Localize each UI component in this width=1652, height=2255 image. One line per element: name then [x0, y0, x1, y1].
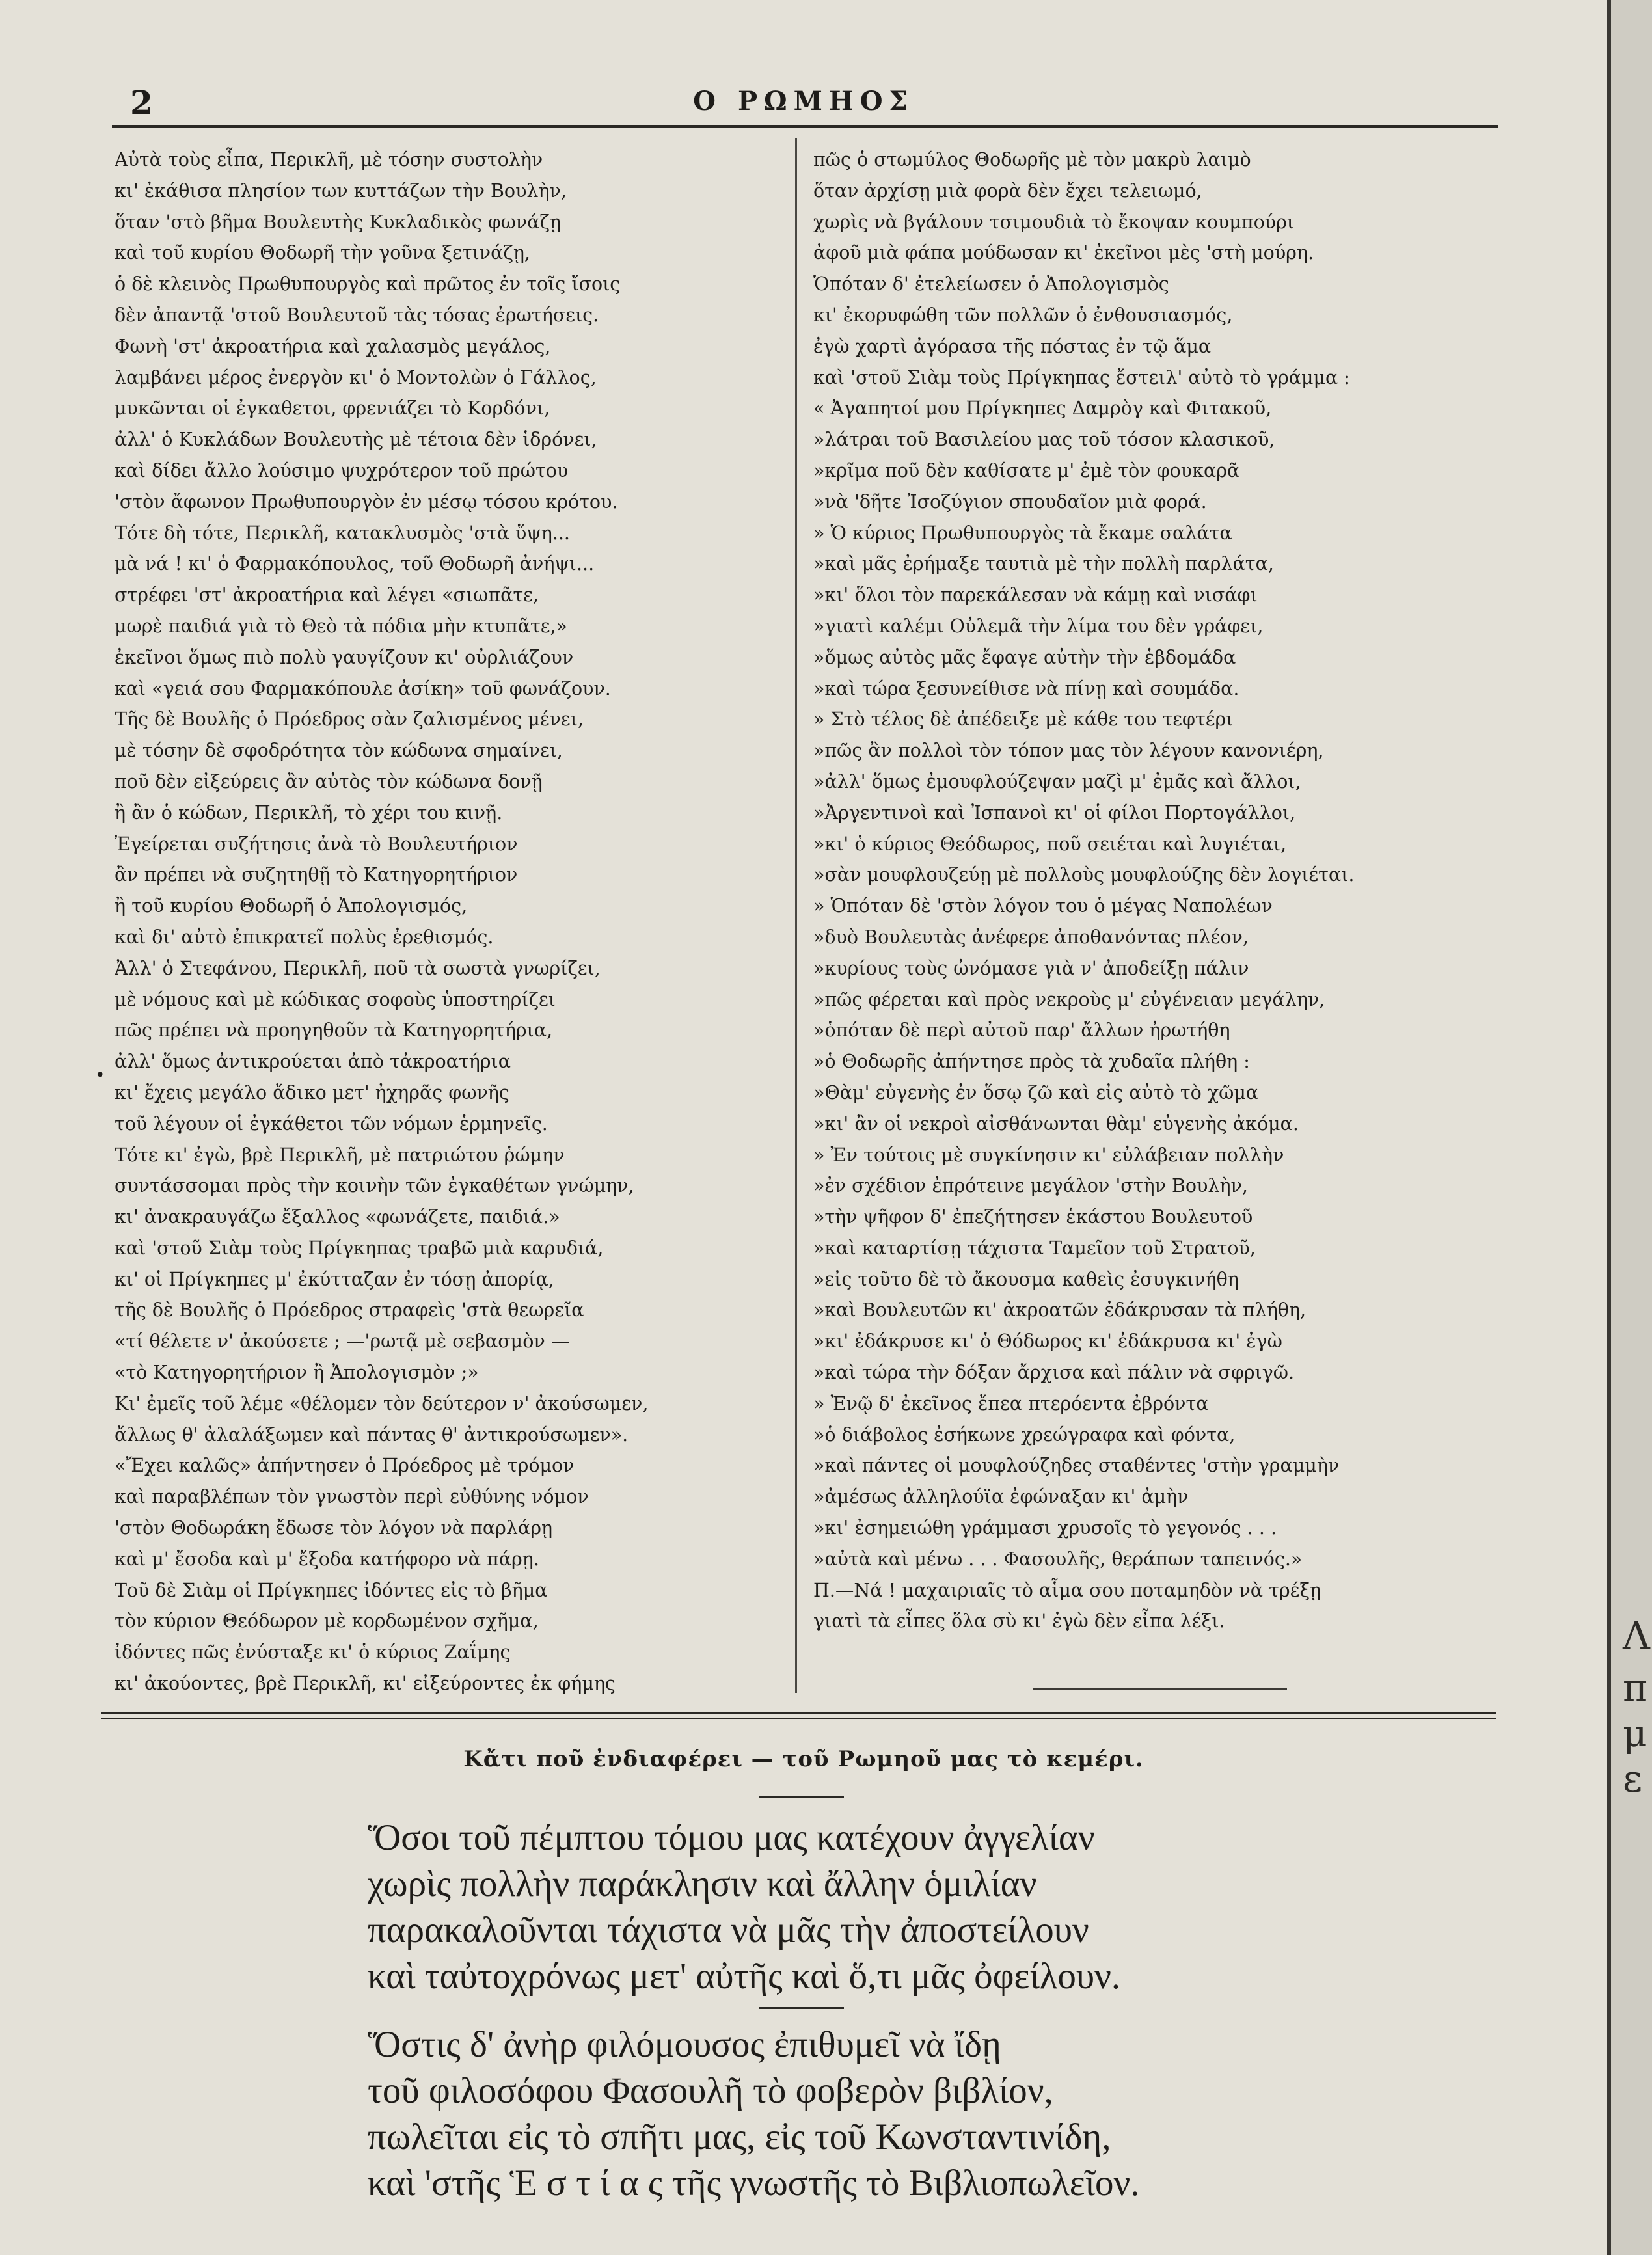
poem-line: »ἀλλ' ὅμως ἐμουφλούζεψαν μαζὶ μ' ἐμᾶς καὶ ἄλλοι,	[813, 770, 1301, 792]
poem-line: »Θὰμ' εὐγενὴς ἐν ὅσῳ ζῶ καὶ εἰς αὐτὸ τὸ χῶμα	[813, 1081, 1259, 1103]
poem-line: ἢ ἂν ὁ κώδων, Περικλῆ, τὸ χέρι του κινῇ.	[115, 802, 503, 824]
announcement-line: χωρὶς πολλὴν παράκλησιν καὶ ἄλλην ὁμιλίαν	[368, 1863, 1037, 1904]
poem-line: »ὁ διάβολος ἐσήκωνε χρεώγραφα καὶ φόντα,	[813, 1424, 1236, 1446]
announcement-rule	[759, 2007, 844, 2009]
poem-line: Ἀλλ' ὁ Στεφάνου, Περικλῆ, ποῦ τὰ σωστὰ γνωρίζει,	[115, 957, 601, 979]
poem-line: »ἐν σχέδιον ἐπρότεινε μεγάλον 'στὴν Βουλὴν,	[813, 1175, 1248, 1197]
poem-line: ἰδόντες πῶς ἐνύσταξε κι' ὁ κύριος Ζαΐμης	[115, 1641, 511, 1664]
announcement-line: Ὅστις δ' ἀνὴρ φιλόμουσος ἐπιθυμεῖ νὰ ἴδῃ	[368, 2024, 1001, 2065]
announcement-line: τοῦ φιλοσόφου Φασουλῆ τὸ φοβερὸν βιβλίον,	[368, 2070, 1053, 2111]
poem-line: »σὰν μουφλουζεύῃ μὲ πολλοὺς μουφλούζης δὲν λογιέται.	[813, 864, 1355, 886]
announcement-rule	[759, 1796, 844, 1798]
poem-line: χωρὶς νὰ βγάλουν τσιμουδιὰ τὸ ἔκοψαν κουμπούρι	[813, 211, 1295, 233]
poem-line: « Ἀγαπητοί μου Πρίγκηπες Δαμρὸγ καὶ Φιτακοῦ,	[813, 398, 1272, 420]
poem-line: Τότε δὴ τότε, Περικλῆ, κατακλυσμὸς 'στὰ ὕψη...	[115, 522, 570, 544]
announcement-line: καὶ 'στῆς Ἑ σ τ ί α ς τῆς γνωστῆς τὸ Βιβλιοπωλεῖον.	[368, 2163, 1140, 2204]
poem-line: »γιατὶ καλέμι Οὐλεμᾶ τὴν λίμα του δὲν γράφει,	[813, 615, 1264, 637]
poem-line: »ὁ Θοδωρῆς ἀπήντησε πρὸς τὰ χυδαῖα πλήθη :	[813, 1051, 1250, 1073]
poem-line: »κι' ἐσημειώθη γράμμασι χρυσοῖς τὸ γεγονός . . .	[813, 1517, 1277, 1539]
poem-line: Κι' ἐμεῖς τοῦ λέμε «θέλομεν τὸν δεύτερον ν' ἀκούσωμεν,	[115, 1392, 649, 1414]
poem-line: ὅταν 'στὸ βῆμα Βουλευτὴς Κυκλαδικὸς φωνάζῃ	[115, 211, 562, 233]
poem-line: κι' ἀνακραυγάζω ἔξαλλος «φωνάζετε, παιδιά.»	[115, 1206, 560, 1228]
header-rule	[112, 125, 1498, 128]
adjacent-page-edge	[1607, 0, 1652, 2255]
edge-letter: π	[1623, 1666, 1648, 1710]
poem-line: Ὁπόταν δ' ἐτελείωσεν ὁ Ἀπολογισμὸς	[813, 273, 1169, 295]
poem-line: «τὸ Κατηγορητήριον ἢ Ἀπολογισμὸν ;»	[115, 1362, 479, 1384]
poem-line: δὲν ἀπαντᾷ 'στοῦ Βουλευτοῦ τὰς τόσας ἐρωτήσεις.	[115, 304, 599, 326]
margin-mark: •	[95, 1066, 105, 1085]
poem-line: »πῶς ἂν πολλοὶ τὸν τόπον μας τὸν λέγουν κανονιέρη,	[813, 740, 1324, 762]
poem-line: μὲ τόσην δὲ σφοδρότητα τὸν κώδωνα σημαίνει,	[115, 740, 563, 762]
page-number: 2	[130, 83, 153, 122]
poem-line: Αὐτὰ τοὺς εἶπα, Περικλῆ, μὲ τόσην συστολὴν	[115, 149, 543, 170]
poem-line: γιατὶ τὰ εἶπες ὅλα σὺ κι' ἐγὼ δὲν εἶπα λέξι.	[813, 1610, 1225, 1632]
poem-line: ὅταν ἀρχίσῃ μιὰ φορὰ δὲν ἔχει τελειωμό,	[813, 180, 1202, 202]
poem-line: ἄλλως θ' ἀλαλάξωμεν καὶ πάντας θ' ἀντικρούσωμεν».	[115, 1424, 629, 1446]
poem-line: ἂν πρέπει νὰ συζητηθῇ τὸ Κατηγορητήριον	[115, 864, 518, 886]
edge-letter: μ	[1623, 1711, 1647, 1755]
edge-letter: ε	[1623, 1757, 1643, 1801]
poem-line: κι' ἐκορυφώθη τῶν πολλῶν ὁ ἐνθουσιασμός,	[813, 304, 1233, 326]
poem-line: καὶ 'στοῦ Σιὰμ τοὺς Πρίγκηπας ἔστειλ' αὐτὸ τὸ γράμμα :	[813, 366, 1350, 388]
poem-line: ἀλλ' ὁ Κυκλάδων Βουλευτὴς μὲ τέτοια δὲν ἱδρόνει,	[115, 429, 597, 451]
poem-line: κι' οἱ Πρίγκηπες μ' ἐκύτταζαν ἐν τόσῃ ἀπορίᾳ,	[115, 1268, 554, 1290]
poem-line: «Ἔχει καλῶς» ἀπήντησεν ὁ Πρόεδρος μὲ τρόμον	[115, 1455, 575, 1477]
poem-line: 'στὸν Θοδωράκη ἔδωσε τὸν λόγον νὰ παρλάρῃ	[115, 1517, 553, 1539]
section-rule	[101, 1712, 1496, 1714]
poem-line: Ἐγείρεται συζήτησις ἀνὰ τὸ Βουλευτήριον	[115, 833, 518, 855]
poem-line: καὶ δίδει ἄλλο λούσιμο ψυχρότερον τοῦ πρώτου	[115, 459, 569, 481]
poem-line: Τῆς δὲ Βουλῆς ὁ Πρόεδρος σὰν ζαλισμένος μένει,	[115, 709, 584, 731]
poem-line: καὶ 'στοῦ Σιὰμ τοὺς Πρίγκηπας τραβῶ μιὰ καρυδιά,	[115, 1237, 604, 1259]
poem-line: μὲ νόμους καὶ μὲ κώδικας σοφοὺς ὑποστηρίζει	[115, 988, 556, 1010]
poem-line: »καὶ τώρα ξεσυνείθισε νὰ πίνῃ καὶ σουμάδα.	[813, 677, 1239, 699]
end-rule	[1033, 1688, 1287, 1690]
poem-line: »ὅμως αὐτὸς μᾶς ἔφαγε αὐτὴν τὴν ἑβδομάδα	[813, 646, 1236, 668]
left-column	[115, 144, 772, 1699]
right-column	[813, 144, 1470, 1637]
poem-line: ποῦ δὲν εἰξεύρεις ἂν αὐτὸς τὸν κώδωνα δονῇ	[115, 770, 543, 792]
poem-line: τὸν κύριον Θεόδωρον μὲ κορδωμένον σχῆμα,	[115, 1610, 539, 1632]
poem-line: »καὶ τώρα τὴν δόξαν ἄρχισα καὶ πάλιν νὰ σφριγῶ.	[813, 1362, 1295, 1384]
poem-line: »ἀμέσως ἀλληλούϊα ἐφώναξαν κι' ἀμὴν	[813, 1486, 1189, 1508]
announcement-line: Ὅσοι τοῦ πέμπτου τόμου μας κατέχουν ἀγγελίαν	[368, 1817, 1095, 1858]
column-divider	[795, 138, 797, 1693]
poem-line: »δυὸ Βουλευτὰς ἀνέφερε ἀποθανόντας πλέον,	[813, 926, 1249, 948]
poem-line: καὶ δι' αὐτὸ ἐπικρατεῖ πολὺς ἐρεθισμός.	[115, 926, 494, 948]
announcement-line: καὶ ταὐτοχρόνως μετ' αὐτῆς καὶ ὅ,τι μᾶς ὀφείλουν.	[368, 1956, 1121, 1997]
poem-line: ἢ τοῦ κυρίου Θοδωρῆ ὁ Ἀπολογισμός,	[115, 895, 468, 917]
poem-line: κι' ἀκούοντες, βρὲ Περικλῆ, κι' εἰξεύροντες ἐκ φήμης	[115, 1673, 616, 1695]
poem-line: »λάτραι τοῦ Βασιλείου μας τοῦ τόσον κλασικοῦ,	[813, 429, 1275, 451]
poem-line: ἀλλ' ὅμως ἀντικρούεται ἀπὸ τἀκροατήρια	[115, 1051, 511, 1073]
poem-line: »καὶ πάντες οἱ μουφλούζηδες σταθέντες 'στὴν γραμμὴν	[813, 1455, 1340, 1477]
poem-line: ἐγὼ χαρτὶ ἀγόρασα τῆς πόστας ἐν τῷ ἅμα	[813, 335, 1212, 357]
poem-line: »τὴν ψῆφον δ' ἐπεζήτησεν ἑκάστου Βουλευτοῦ	[813, 1206, 1253, 1228]
poem-line: »καὶ καταρτίσῃ τάχιστα Ταμεῖον τοῦ Στρατοῦ,	[813, 1237, 1256, 1259]
announcement-heading: Κἄτι ποῦ ἐνδιαφέρει — τοῦ Ρωμηοῦ μας τὸ κεμέρι.	[463, 1746, 1144, 1772]
poem-line: »ὁπόταν δὲ περὶ αὐτοῦ παρ' ἄλλων ἠρωτήθη	[813, 1019, 1230, 1042]
poem-line: »κι' ὁ κύριος Θεόδωρος, ποῦ σειέται καὶ λυγιέται,	[813, 833, 1287, 855]
announcement-line: παρακαλοῦνται τάχιστα νὰ μᾶς τὴν ἀποστείλουν	[368, 1910, 1089, 1951]
poem-line: ἐκεῖνοι ὅμως πιὸ πολὺ γαυγίζουν κι' οὐρλιάζουν	[115, 646, 574, 668]
poem-line: Π.—Νά ! μαχαιριαῖς τὸ αἷμα σου ποταμηδὸν νὰ τρέξῃ	[813, 1579, 1321, 1601]
poem-line: ὁ δὲ κλεινὸς Πρωθυπουργὸς καὶ πρῶτος ἐν τοῖς ἴσοις	[115, 273, 621, 295]
poem-line: »κρῖμα ποῦ δὲν καθίσατε μ' ἐμὲ τὸν φουκαρᾶ	[813, 459, 1240, 481]
poem-line: τῆς δὲ Βουλῆς ὁ Πρόεδρος στραφεὶς 'στὰ θεωρεῖα	[115, 1299, 584, 1321]
poem-line: »αὐτὰ καὶ μένω . . . Φασουλῆς, θεράπων ταπεινός.»	[813, 1548, 1303, 1570]
poem-line: Φωνὴ 'στ' ἀκροατήρια καὶ χαλασμὸς μεγάλος,	[115, 335, 551, 357]
poem-line: κι' ἐκάθισα πλησίον των κυττάζων τὴν Βουλὴν,	[115, 180, 567, 202]
poem-line: » Ὁπόταν δὲ 'στὸν λόγον του ὁ μέγας Ναπολέων	[813, 895, 1273, 917]
poem-line: μυκῶνται οἱ ἐγκαθετοι, φρενιάζει τὸ Κορδόνι,	[115, 398, 550, 420]
poem-line: » Ὁ κύριος Πρωθυπουργὸς τὰ ἔκαμε σαλάτα	[813, 522, 1232, 544]
poem-line: τοῦ λέγουν οἱ ἐγκάθετοι τῶν νόμων ἑρμηνεῖς.	[115, 1113, 548, 1135]
poem-line: ἀφοῦ μιὰ φάπα μούδωσαν κι' ἐκεῖνοι μὲς 'στὴ μούρη.	[813, 242, 1314, 264]
poem-line: »κι' ἐδάκρυσε κι' ὁ Θόδωρος κι' ἐδάκρυσα κι' ἐγὼ	[813, 1330, 1282, 1353]
section-rule	[101, 1718, 1496, 1719]
poem-line: πῶς πρέπει νὰ προηγηθοῦν τὰ Κατηγορητήρια,	[115, 1019, 553, 1042]
poem-line: »Ἀργεντινοὶ καὶ Ἰσπανοὶ κι' οἱ φίλοι Πορτογάλλοι,	[813, 802, 1296, 824]
poem-line: Τότε κι' ἐγὼ, βρὲ Περικλῆ, μὲ πατριώτου ῥώμην	[115, 1144, 565, 1166]
poem-line: κι' ἔχεις μεγάλο ἄδικο μετ' ἠχηρᾶς φωνῆς	[115, 1081, 509, 1103]
poem-line: Τοῦ δὲ Σιὰμ οἱ Πρίγκηπες ἰδόντες εἰς τὸ βῆμα	[115, 1579, 548, 1601]
poem-line: «τί θέλετε ν' ἀκούσετε ; —'ρωτᾷ μὲ σεβασμὸν —	[115, 1330, 570, 1353]
poem-line: » Στὸ τέλος δὲ ἀπέδειξε μὲ κάθε του τεφτέρι	[813, 709, 1234, 731]
running-head-title: Ο ΡΩΜΗΟΣ	[693, 86, 914, 116]
poem-line: »εἰς τοῦτο δὲ τὸ ἄκουσμα καθεὶς ἐσυγκινήθη	[813, 1268, 1239, 1290]
poem-line: 'στὸν ἄφωνον Πρωθυπουργὸν ἐν μέσῳ τόσου κρότου.	[115, 491, 618, 513]
poem-line: »νὰ 'δῆτε Ἰσοζύγιον σπουδαῖον μιὰ φορά.	[813, 491, 1207, 513]
poem-line: »πῶς φέρεται καὶ πρὸς νεκροὺς μ' εὐγένειαν μεγάλην,	[813, 988, 1325, 1010]
poem-line: στρέφει 'στ' ἀκροατήρια καὶ λέγει «σιωπᾶτε,	[115, 584, 539, 606]
poem-line: λαμβάνει μέρος ἐνεργὸν κι' ὁ Μοντολὼν ὁ Γάλλος,	[115, 366, 597, 388]
poem-line: μωρὲ παιδιά γιὰ τὸ Θεὸ τὰ πόδια μὴν κτυπᾶτε,»	[115, 615, 567, 637]
announcement-line: πωλεῖται εἰς τὸ σπῆτι μας, εἰς τοῦ Κωνσταντινίδη,	[368, 2116, 1111, 2157]
poem-line: καὶ τοῦ κυρίου Θοδωρῆ τὴν γοῦνα ξετινάζῃ,	[115, 242, 530, 264]
poem-line: καὶ «γειά σου Φαρμακόπουλε ἀσίκη» τοῦ φωνάζουν.	[115, 677, 611, 699]
poem-line: »κι' ὅλοι τὸν παρεκάλεσαν νὰ κάμῃ καὶ νισάφι	[813, 584, 1258, 606]
poem-line: »κι' ἂν οἱ νεκροὶ αἰσθάνωνται θὰμ' εὐγενὴς ἀκόμα.	[813, 1113, 1299, 1135]
poem-line: καὶ μ' ἔσοδα καὶ μ' ἔξοδα κατήφορο νὰ πάρῃ.	[115, 1548, 539, 1570]
poem-line: καὶ παραβλέπων τὸν γνωστὸν περὶ εὐθύνης νόμον	[115, 1486, 589, 1508]
poem-line: συντάσσομαι πρὸς τὴν κοινὴν τῶν ἐγκαθέτων γνώμην,	[115, 1175, 634, 1197]
edge-letter: Λ	[1623, 1614, 1650, 1658]
poem-line: μὰ νά ! κι' ὁ Φαρμακόπουλος, τοῦ Θοδωρῆ ἀνήψι...	[115, 553, 595, 575]
poem-line: πῶς ὁ στωμύλος Θοδωρῆς μὲ τὸν μακρὺ λαιμὸ	[813, 149, 1251, 170]
poem-line: » Ἐν τούτοις μὲ συγκίνησιν κι' εὐλάβειαν πολλὴν	[813, 1144, 1284, 1166]
poem-line: »κυρίους τοὺς ὠνόμασε γιὰ ν' ἀποδείξῃ πάλιν	[813, 957, 1249, 979]
poem-line: »καὶ Βουλευτῶν κι' ἀκροατῶν ἐδάκρυσαν τὰ πλήθη,	[813, 1299, 1307, 1321]
poem-line: »καὶ μᾶς ἐρήμαξε ταυτιὰ μὲ τὴν πολλὴ παρλάτα,	[813, 553, 1274, 575]
poem-line: » Ἐνῷ δ' ἐκεῖνος ἔπεα πτερόεντα ἐβρόντα	[813, 1392, 1209, 1414]
